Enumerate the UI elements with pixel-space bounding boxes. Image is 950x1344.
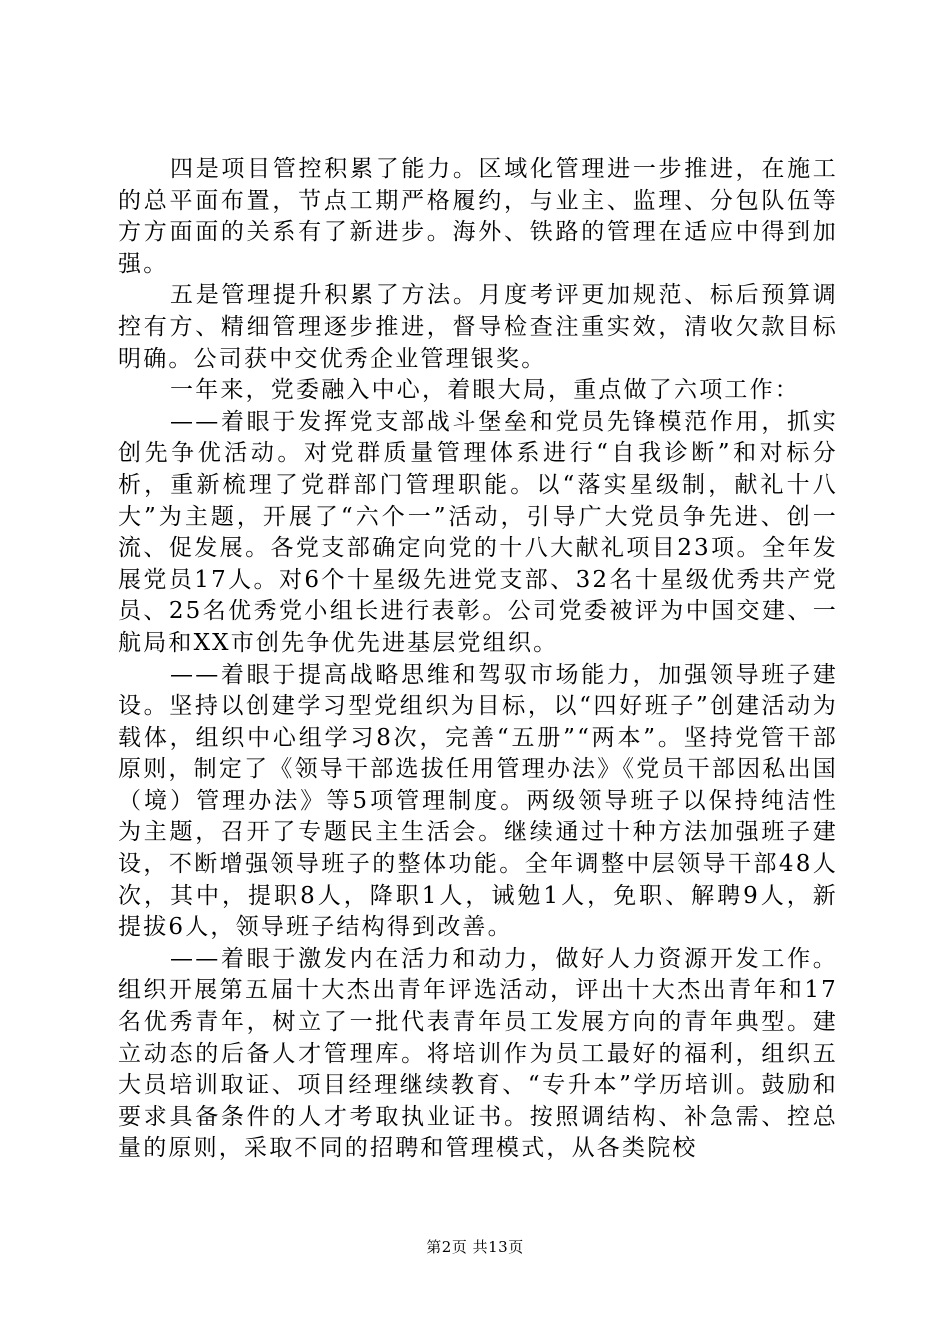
paragraph-party-committee-summary: 一年来，党委融入中心，着眼大局，重点做了六项工作： — [170, 377, 800, 404]
paragraph-human-resources: ——着眼于激发内在活力和动力，做好人力资源开发工作。组织开展第五届十大杰出青年评选活动，评出十大杰出青年和17名优秀青年，树立了一批代表青年员工发展方向的青年典型。建立动态的后备人才管理库。将培训作为员工最好的福利，组织五大员培训取证、项目经理继续教育、“专升本”学历培训。鼓励和要求具备条件的人才考取执业证书。按照调结构、补急需、控总量的原则，采取不同的招聘和管理模式，从各类院校 — [118, 945, 838, 1162]
page-number-footer: 第2页 共13页 — [426, 1238, 524, 1256]
paragraph-party-branch-activities: ——着眼于发挥党支部战斗堡垒和党员先锋模范作用，抓实创先争优活动。对党群质量管理体系进行“自我诊断”和对标分析，重新梳理了党群部门管理职能。以“落实星级制，献礼十八大”为主题，开展了“六个一”活动，引导广大党员争先进、创一流、促发展。各党支部确定向党的十八大献礼项目23项。全年发展党员17人。对6个十星级先进党支部、32名十星级优秀共产党员、25名优秀党小组长进行表彰。公司党委被评为中国交建、一航局和XX市创先争优先进基层党组织。 — [118, 408, 838, 656]
document-body — [118, 154, 838, 1165]
paragraph-project-control: 四是项目管控积累了能力。区域化管理进一步推进，在施工的总平面布置，节点工期严格履约，与业主、监理、分包队伍等方方面面的关系有了新进步。海外、铁路的管理在适应中得到加强。 — [118, 156, 838, 277]
paragraph-management-improvement: 五是管理提升积累了方法。月度考评更加规范、标后预算调控有方、精细管理逐步推进，督导检查注重实效，清收欠款目标明确。公司获中交优秀企业管理银奖。 — [118, 282, 838, 372]
paragraph-leadership-building: ——着眼于提高战略思维和驾驭市场能力，加强领导班子建设。坚持以创建学习型党组织为目标，以“四好班子”创建活动为载体，组织中心组学习8次，完善“五册”“两本”。坚持党管干部原则，制定了《领导干部选拔任用管理办法》《党员干部因私出国（境）管理办法》等5项管理制度。两级领导班子以保持纯洁性为主题，召开了专题民主生活会。继续通过十种方法加强班子建设，不断增强领导班子的整体功能。全年调整中层领导干部48人次，其中，提职8人，降职1人，诫勉1人，免职、解聘9人，新提拔6人，领导班子结构得到改善。 — [118, 661, 838, 941]
